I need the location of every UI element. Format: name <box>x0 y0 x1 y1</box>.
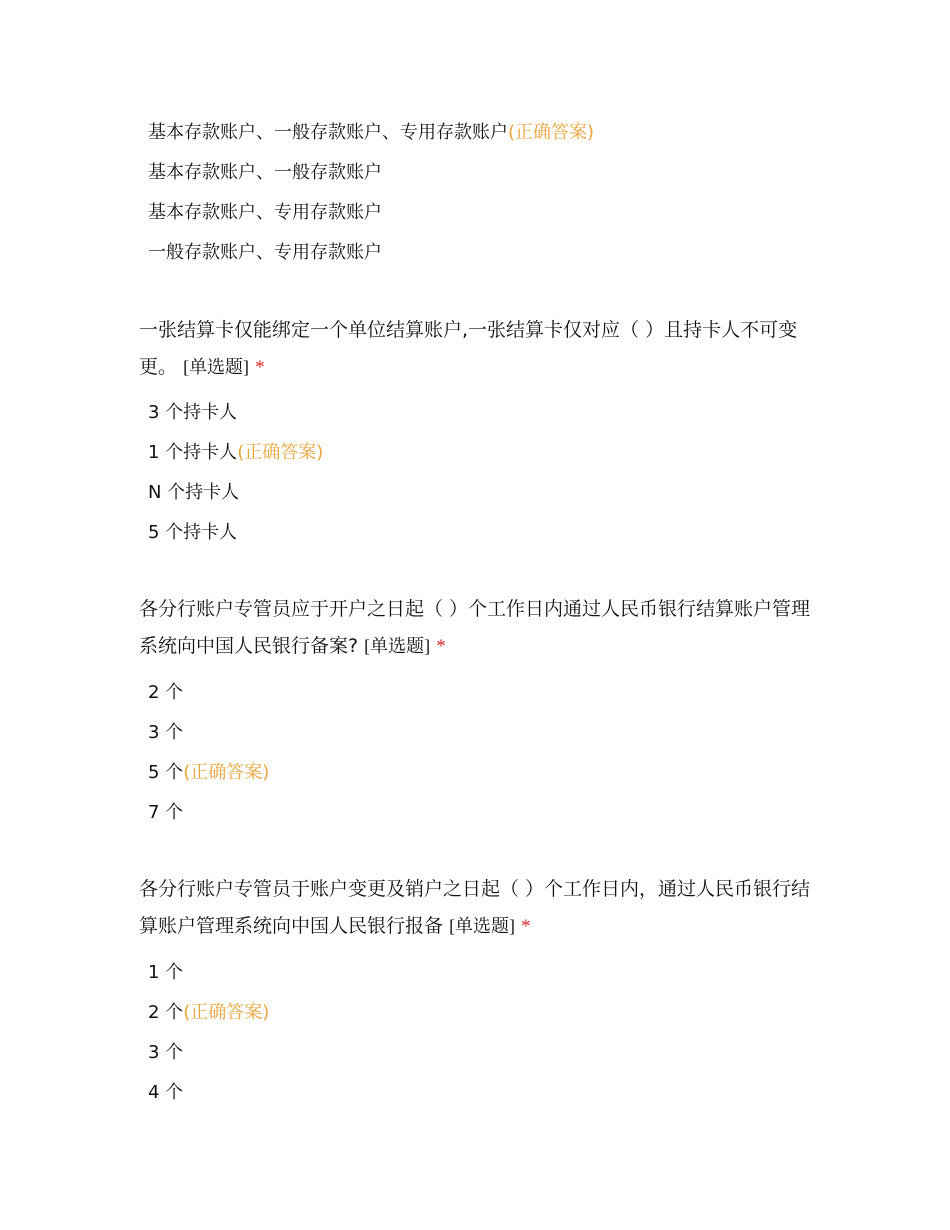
option-label: 4 个 <box>148 1082 184 1103</box>
option-item <box>148 393 848 433</box>
option-item <box>148 193 848 233</box>
option-label: 3 个持卡人 <box>148 402 238 423</box>
options-question-3 <box>148 673 848 833</box>
question-type: [单选题] <box>449 916 516 936</box>
correct-answer-mark: (正确答案) <box>183 762 270 783</box>
option-item <box>148 713 848 753</box>
option-label: 3 个 <box>148 722 184 743</box>
options-question-2 <box>148 393 848 553</box>
option-item <box>148 513 848 553</box>
option-item <box>148 153 848 193</box>
option-label: N 个持卡人 <box>148 482 240 503</box>
required-mark: * <box>521 916 531 937</box>
option-label: 5 个 <box>148 762 184 783</box>
option-label: 7 个 <box>148 802 184 823</box>
option-label: 基本存款账户、专用存款账户 <box>148 202 382 223</box>
question-text-end: 算账户管理系统向中国人民银行报备 <box>139 915 444 937</box>
question-text-end: 系统向中国人民银行备案? <box>139 635 359 657</box>
option-item <box>148 473 848 513</box>
options-block-1 <box>148 113 848 273</box>
option-item <box>148 1033 848 1073</box>
correct-answer-mark: (正确答案) <box>508 122 595 143</box>
question-text-line <box>139 349 839 386</box>
option-item <box>148 113 848 153</box>
correct-answer-mark: (正确答案) <box>183 1002 270 1023</box>
option-item <box>148 753 848 793</box>
option-label: 1 个持卡人 <box>148 442 238 463</box>
option-label: 基本存款账户、一般存款账户 <box>148 162 382 183</box>
correct-answer-mark: (正确答案) <box>237 442 324 463</box>
option-item <box>148 1073 848 1113</box>
question-type: [单选题] <box>183 357 250 377</box>
question-text-end: 更。 <box>139 356 178 378</box>
option-item <box>148 793 848 833</box>
option-item <box>148 233 848 273</box>
question-type: [单选题] <box>364 636 431 656</box>
required-mark: * <box>436 636 446 657</box>
question-text-line <box>139 628 839 665</box>
option-label: 3 个 <box>148 1042 184 1063</box>
question-3 <box>139 591 839 665</box>
question-text-line: 各分行账户专管员应于开户之日起（ ）个工作日内通过人民币银行结算账户管理 <box>139 598 811 620</box>
option-item <box>148 673 848 713</box>
option-item <box>148 993 848 1033</box>
option-label: 5 个持卡人 <box>148 522 238 543</box>
options-question-4 <box>148 953 848 1113</box>
option-item <box>148 953 848 993</box>
question-2 <box>139 312 839 386</box>
option-label: 基本存款账户、一般存款账户、专用存款账户 <box>148 122 508 143</box>
required-mark: * <box>255 357 265 378</box>
option-label: 一般存款账户、专用存款账户 <box>148 242 382 263</box>
question-4 <box>139 871 839 945</box>
option-label: 2 个 <box>148 682 184 703</box>
question-text-line: 各分行账户专管员于账户变更及销户之日起（ ）个工作日内，通过人民币银行结 <box>139 878 811 900</box>
question-text-line <box>139 908 839 945</box>
option-label: 1 个 <box>148 962 184 983</box>
question-text-line: 一张结算卡仅能绑定一个单位结算账户,一张结算卡仅对应（ ）且持卡人不可变 <box>139 319 798 341</box>
option-label: 2 个 <box>148 1002 184 1023</box>
option-item <box>148 433 848 473</box>
